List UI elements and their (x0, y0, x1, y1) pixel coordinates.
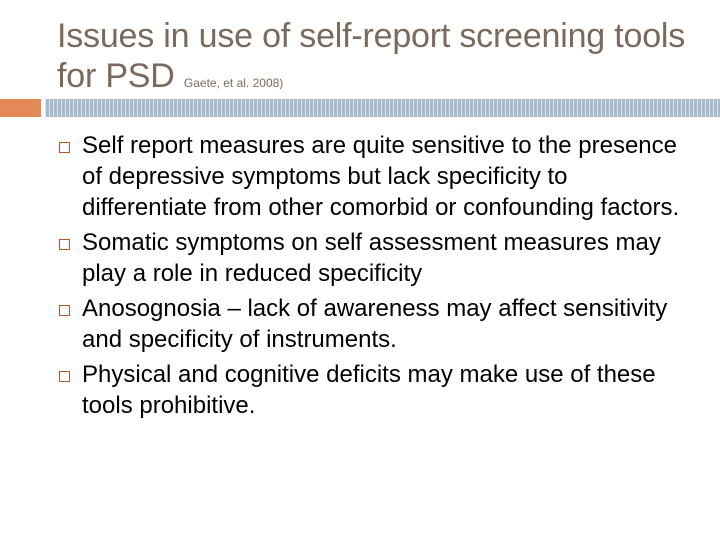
bullet-item (57, 293, 697, 355)
hollow-square-icon (59, 142, 70, 153)
slide-title (57, 16, 697, 96)
title-citation: Gaete, et al. 2008) (183, 76, 284, 90)
bullet-list (57, 130, 697, 425)
hollow-square-icon (59, 305, 70, 316)
title-divider (0, 99, 720, 117)
bullet-text: Physical and cognitive deficits may make use of these tools prohibitive. (82, 361, 656, 419)
bullet-text: Anosognosia – lack of awareness may affect sensitivity and specificity of instruments. (82, 295, 668, 353)
divider-accent-block (0, 99, 41, 117)
bullet-item (57, 227, 697, 289)
slide-title-main: Issues in use of self-report screening tools for PSD (57, 17, 686, 95)
bullet-text: Somatic symptoms on self assessment measures may play a role in reduced specificity (82, 229, 661, 287)
divider-band (45, 99, 720, 117)
bullet-item (57, 359, 697, 421)
bullet-text: Self report measures are quite sensitive to the presence of depressive symptoms but lack specificity to differentiate from other comorbid or confounding factors. (82, 132, 680, 221)
hollow-square-icon (59, 239, 70, 250)
bullet-item (57, 130, 697, 223)
hollow-square-icon (59, 371, 70, 382)
